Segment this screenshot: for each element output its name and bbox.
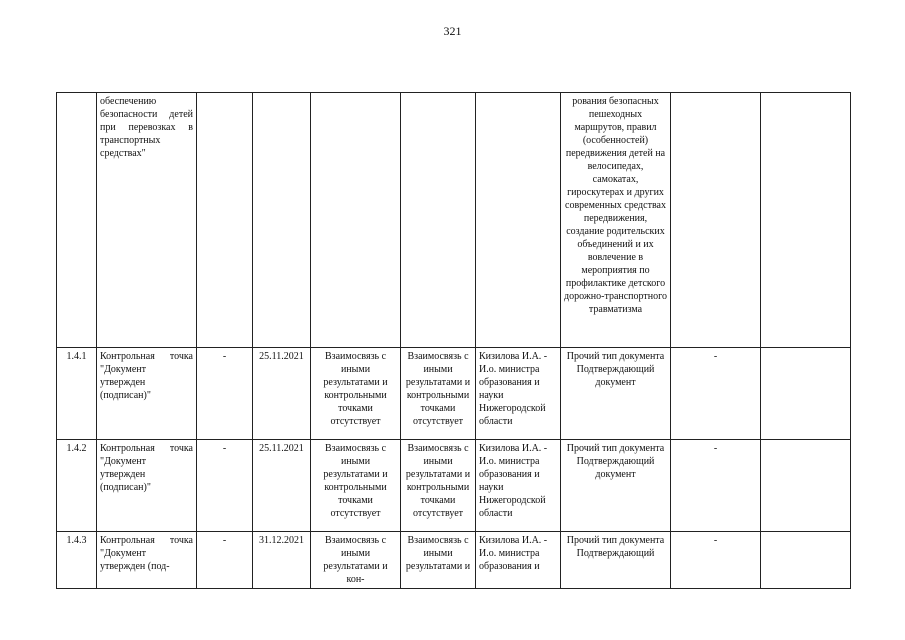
cell-document: Прочий тип документа Подтверждающий — [561, 532, 671, 589]
cell-extra: - — [671, 440, 761, 532]
cell-number: 1.4.1 — [57, 348, 97, 440]
cell-number: 1.4.3 — [57, 532, 97, 589]
table-row — [57, 532, 851, 589]
plan-table — [56, 92, 851, 589]
cell-previous: - — [197, 532, 253, 589]
cell-last — [761, 348, 851, 440]
table-row-continuation — [57, 93, 851, 348]
cell-date: 25.11.2021 — [253, 440, 311, 532]
cell-responsible: Кизилова И.А. - И.о. министра образования и науки Нижегородской области — [476, 348, 561, 440]
cell-document: Прочий тип документа Подтверждающий документ — [561, 348, 671, 440]
cell-previous: - — [197, 348, 253, 440]
cell-date — [253, 93, 311, 348]
cell-number: 1.4.2 — [57, 440, 97, 532]
cell-responsible — [476, 93, 561, 348]
cell-date: 31.12.2021 — [253, 532, 311, 589]
cell-last — [761, 532, 851, 589]
cell-last — [761, 440, 851, 532]
table-row — [57, 440, 851, 532]
cell-date: 25.11.2021 — [253, 348, 311, 440]
cell-name: обеспечению безопасности детей при перевозках в транспортных средствах" — [97, 93, 197, 348]
cell-document: рования безопасных пешеходных маршрутов, правил (особенностей) передвижения детей на велосипедах, самокатах, гироскутерах и других современных средствах передвижения, создание родительских объединений и их вовлечение в мероприятия по профилактике детского дорожно-транспортного травматизма — [561, 93, 671, 348]
cell-name: Контрольная точка "Документ утвержден (подписан)" — [97, 348, 197, 440]
cell-document: Прочий тип документа Подтверждающий документ — [561, 440, 671, 532]
page-number: 321 — [443, 24, 462, 38]
cell-relation-2 — [401, 93, 476, 348]
cell-name: Контрольная точка "Документ утвержден (подписан)" — [97, 440, 197, 532]
cell-responsible: Кизилова И.А. - И.о. министра образования и — [476, 532, 561, 589]
table-row — [57, 348, 851, 440]
cell-relation-2: Взаимосвязь с иными результатами и контрольными точками отсутствует — [401, 440, 476, 532]
cell-previous — [197, 93, 253, 348]
cell-extra: - — [671, 348, 761, 440]
cell-responsible: Кизилова И.А. - И.о. министра образования и науки Нижегородской области — [476, 440, 561, 532]
cell-previous: - — [197, 440, 253, 532]
cell-relation-1 — [311, 93, 401, 348]
cell-relation-1: Взаимосвязь с иными результатами и кон- — [311, 532, 401, 589]
cell-extra: - — [671, 532, 761, 589]
cell-relation-1: Взаимосвязь с иными результатами и контрольными точками отсутствует — [311, 348, 401, 440]
cell-relation-1: Взаимосвязь с иными результатами и контрольными точками отсутствует — [311, 440, 401, 532]
cell-last — [761, 93, 851, 348]
cell-extra — [671, 93, 761, 348]
cell-number — [57, 93, 97, 348]
cell-relation-2: Взаимосвязь с иными результатами и контрольными точками отсутствует — [401, 348, 476, 440]
cell-name: Контрольная точка "Документ утвержден (под- — [97, 532, 197, 589]
cell-relation-2: Взаимосвязь с иными результатами и — [401, 532, 476, 589]
